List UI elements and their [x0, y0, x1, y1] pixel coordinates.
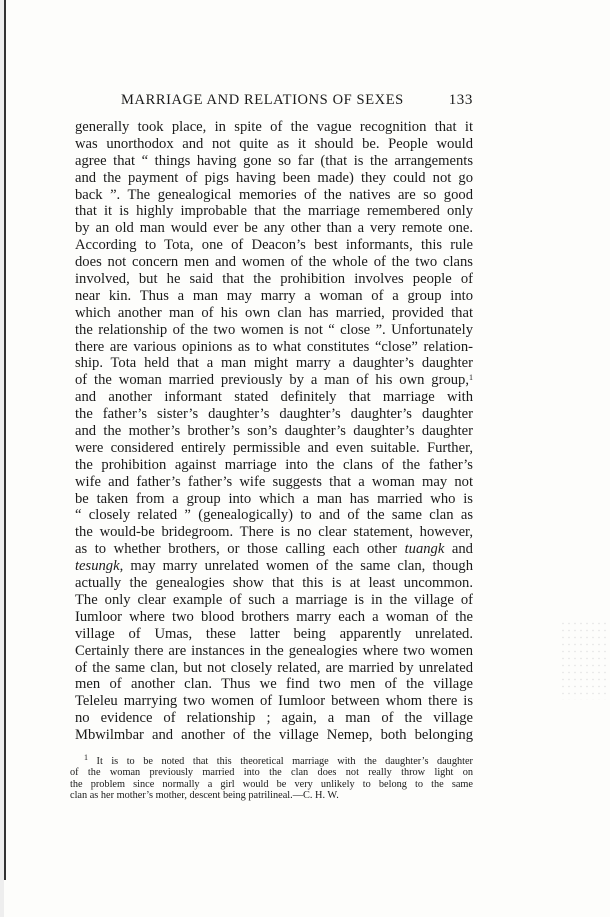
text-segment: that it is highly improbable that the marriage remembered only	[75, 203, 473, 220]
text-line	[75, 524, 473, 541]
text-segment: According to Tota, one of Deacon’s best informants, this rule	[75, 237, 473, 254]
text-segment: and the payment of pigs having been made) they could not go	[75, 169, 473, 186]
text-line	[75, 305, 473, 322]
footnote	[70, 753, 473, 801]
body-text	[75, 119, 473, 744]
text-segment: “ closely related ” (genealogically) to and of the same clan as	[75, 507, 473, 524]
text-line	[75, 727, 473, 744]
text-line	[75, 660, 473, 677]
text-segment: were considered entirely permissible and even suitable. Further,	[75, 439, 473, 456]
text-segment: wife and father’s father’s wife suggests that a woman may not	[75, 473, 473, 490]
text-segment: and another informant stated definitely that marriage with	[75, 389, 473, 406]
text-segment: , may marry unrelated women of the same clan, though	[119, 558, 473, 575]
text-line	[75, 541, 473, 558]
text-segment: and	[444, 541, 473, 558]
text-line	[75, 474, 473, 491]
footnote-number: 1	[84, 753, 88, 762]
text-segment: by an old man would ever be any other than a very remote one.	[75, 220, 473, 237]
footnote-text: of the woman previously married into the clan does not really throw light on	[70, 767, 473, 779]
text-line	[75, 153, 473, 170]
text-line	[75, 440, 473, 457]
text-line	[75, 136, 473, 153]
footnote-line	[70, 779, 473, 790]
text-segment: actually the genealogies show that this is at least uncommon.	[75, 575, 473, 592]
text-segment: of the same clan, but not closely related, are married by unrelated	[75, 659, 473, 676]
text-line	[75, 339, 473, 356]
text-line	[75, 643, 473, 660]
text-segment: no evidence of relationship ; again, a man of the village	[75, 710, 473, 727]
text-segment: be taken from a group into which a man has married who is	[75, 490, 473, 507]
italic-term: tuangk	[404, 541, 445, 558]
text-segment: was unorthodox and not quite as it should be. People would	[75, 135, 473, 152]
text-line	[75, 592, 473, 609]
page-edge	[4, 0, 6, 880]
text-line	[75, 558, 473, 575]
text-segment: the relationship of the two women is not “ close ”. Unfortunately	[75, 321, 473, 338]
text-line	[75, 220, 473, 237]
text-line	[75, 507, 473, 524]
footnote-line	[70, 753, 473, 767]
page-number: 133	[448, 92, 473, 108]
text-line	[75, 575, 473, 592]
footnote-line	[70, 767, 473, 778]
text-segment: of the woman married previously by a man of his own group,	[75, 372, 469, 389]
text-segment: the father’s sister’s daughter’s daughter’s daughter’s daughter	[75, 406, 473, 423]
text-segment: Teleleu marrying two women of Iumloor between whom there is	[75, 693, 473, 710]
text-line	[75, 609, 473, 626]
text-line	[75, 389, 473, 406]
text-line	[75, 710, 473, 727]
text-segment: does not concern men and women of the whole of the two clans	[75, 254, 473, 271]
footnote-marker: 1	[469, 373, 473, 383]
running-title: MARRIAGE AND RELATIONS OF SEXES	[121, 92, 404, 108]
text-segment: men of another clan. Thus we find two men of the village	[75, 676, 473, 693]
text-segment: and the mother’s brother’s son’s daughter’s daughter’s daughter	[75, 423, 473, 440]
text-segment: as to whether brothers, or those calling each other	[75, 541, 405, 558]
text-segment: the prohibition against marriage into the clans of the father’s	[75, 456, 473, 473]
text-line	[75, 203, 473, 220]
text-segment: ship. Tota held that a man might marry a daughter’s daughter	[75, 355, 473, 372]
text-line	[75, 676, 473, 693]
text-segment: village of Umas, these latter being apparently unrelated.	[75, 625, 473, 642]
text-line	[75, 119, 473, 136]
text-segment: near kin. Thus a man may marry a woman of a group into	[75, 287, 473, 304]
text-segment: back ”. The genealogical memories of the natives are so good	[75, 186, 473, 203]
footnote-line	[70, 790, 473, 801]
text-line	[75, 626, 473, 643]
text-line	[75, 693, 473, 710]
text-segment: there are various opinions as to what constitutes “close” relation-	[75, 338, 473, 355]
text-segment: involved, but he said that the prohibition involves people of	[75, 271, 473, 288]
footnote-text: clan as her mother’s mother, descent being patrilineal.—C. H. W.	[70, 789, 339, 801]
text-line	[75, 491, 473, 508]
text-segment: Iumloor where two blood brothers marry each a woman of the	[75, 608, 473, 625]
text-segment: generally took place, in spite of the vague recognition that it	[75, 119, 473, 135]
text-segment: the would-be bridegroom. There is no clear statement, however,	[75, 524, 473, 541]
footnote-text: the problem since normally a girl would be very unlikely to belong to the same	[70, 778, 473, 790]
scan-noise	[560, 620, 610, 700]
italic-term: tesungk	[75, 558, 120, 575]
text-segment: agree that “ things having gone so far (that is the arrangements	[75, 152, 473, 169]
text-segment: which another man of his own clan has married, provided that	[75, 304, 473, 321]
text-line	[75, 187, 473, 204]
text-line	[75, 254, 473, 271]
text-segment: The only clear example of such a marriage is in the village of	[75, 591, 473, 608]
text-line	[75, 288, 473, 305]
text-line	[75, 423, 473, 440]
footnote-text: It is to be noted that this theoretical marriage with the daughter’s daughter	[96, 756, 473, 767]
text-segment: Mbwilmbar and another of the village Nemep, both belonging	[75, 727, 473, 744]
text-segment: Certainly there are instances in the genealogies where two women	[75, 642, 473, 659]
text-line	[75, 457, 473, 474]
text-line	[75, 271, 473, 288]
text-line	[75, 170, 473, 187]
text-line	[75, 406, 473, 423]
text-line	[75, 237, 473, 254]
running-header	[121, 92, 473, 109]
text-line	[75, 322, 473, 339]
text-line	[75, 355, 473, 372]
text-line	[75, 372, 473, 389]
